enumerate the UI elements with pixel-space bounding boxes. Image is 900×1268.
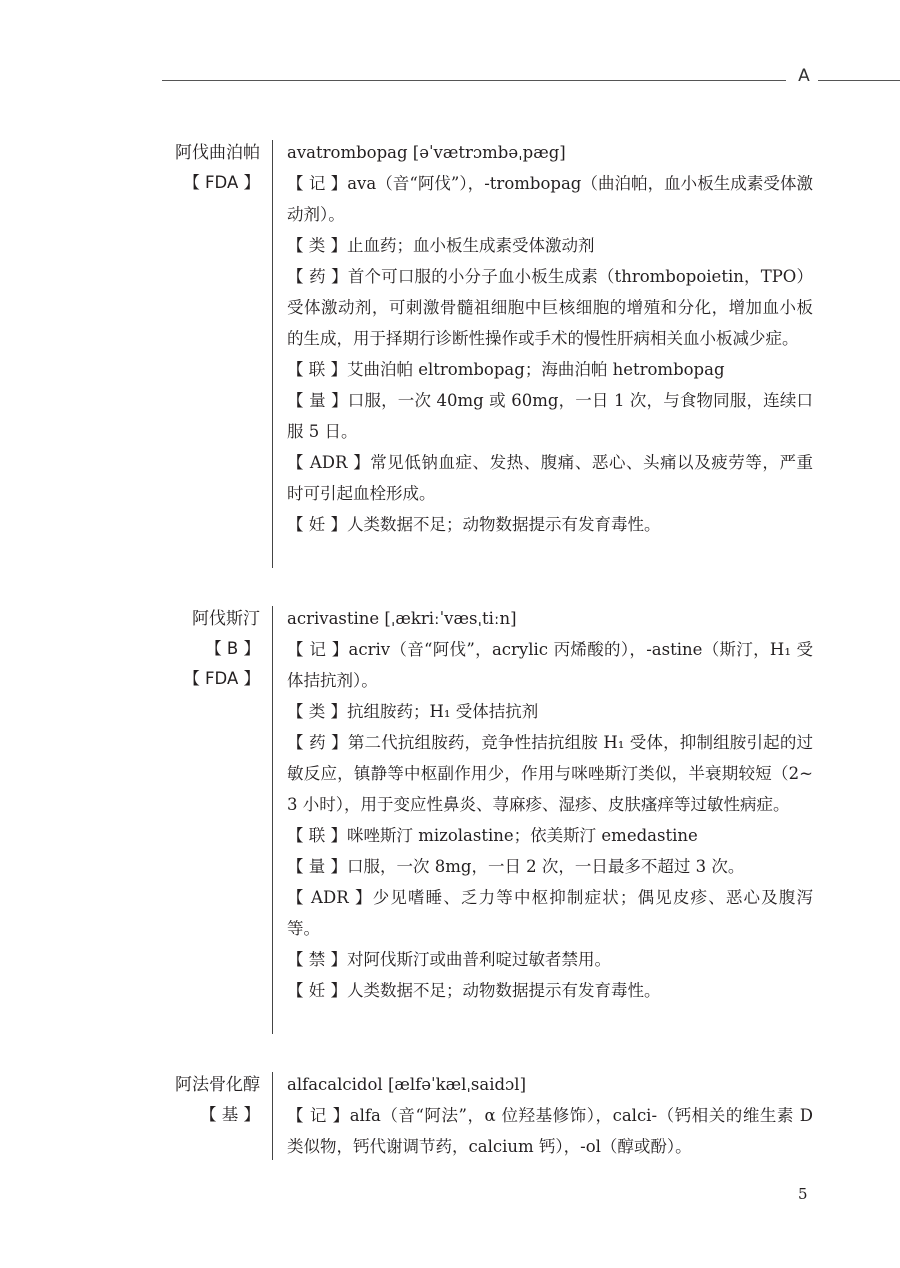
entry-body [287,1070,813,1162]
adr-line: 【 ADR 】少见嗜睡、乏力等中枢抑制症状；偶见皮疹、恶心及腹泻等。 [287,888,813,938]
entry-chinese-name: 阿伐斯汀 [192,609,260,629]
entry-headword: acrivastine [ˌækriːˈvæsˌtiːn] [287,609,517,628]
entry-body [287,604,813,1006]
category-tag: 【 FDA 】 [183,173,260,192]
section-letter: A [798,66,810,86]
class-line: 【 类 】止血药；血小板生成素受体激动剂 [287,236,595,255]
related-drugs-line: 【 联 】艾曲泊帕 eltrombopag；海曲泊帕 hetrombopag [287,360,725,379]
entry-chinese-name: 阿伐曲泊帕 [175,143,260,163]
related-drugs-line: 【 联 】咪唑斯汀 mizolastine；依美斯汀 emedastine [287,826,698,845]
pregnancy-line: 【 妊 】人类数据不足；动物数据提示有发育毒性。 [287,515,661,534]
entry-chinese-name: 阿法骨化醇 [175,1075,260,1095]
page-number: 5 [798,1185,808,1203]
entry-headword: alfacalcidol [ælfəˈkælˌsaidɔl] [287,1075,527,1094]
memo-line: 【 记 】acriv（音“阿伐”，acrylic 丙烯酸的），-astine（斯汀，H₁ 受体拮抗剂）。 [287,640,813,690]
memo-line: 【 记 】ava（音“阿伐”），-trombopag（曲泊帕，血小板生成素受体激动剂）。 [287,174,813,224]
pregnancy-line: 【 妊 】人类数据不足；动物数据提示有发育毒性。 [287,981,661,1000]
header-rule-left [162,80,786,81]
pharmacology-line: 【 药 】首个可口服的小分子血小板生成素（thrombopoietin，TPO）受体激动剂，可刺激骨髓祖细胞中巨核细胞的增殖和分化，增加血小板的生成，用于择期行诊断性操作或手术的慢性肝病相关血小板减少症。 [287,267,813,348]
dosage-line: 【 量 】口服，一次 8mg，一日 2 次，一日最多不超过 3 次。 [287,857,745,876]
class-line: 【 类 】抗组胺药；H₁ 受体拮抗剂 [287,702,539,721]
memo-line: 【 记 】alfa（音“阿法”，α 位羟基修饰），calci-（钙相关的维生素 D 类似物，钙代谢调节药，calcium 钙），-ol（醇或酚）。 [287,1106,813,1156]
entry-headword: avatrombopag [əˈvætrɔmbəˌpæg] [287,143,566,162]
entry-label-column [183,604,260,694]
pharmacology-line: 【 药 】第二代抗组胺药，竞争性拮抗组胺 H₁ 受体，抑制组胺引起的过敏反应，镇静等中枢副作用少，作用与咪唑斯汀类似，半衰期较短（2~3 小时），用于变应性鼻炎、荨麻疹、湿疹、皮肤瘙痒等过敏性病症。 [287,733,813,814]
entry-label-column [175,138,260,198]
dosage-line: 【 量 】口服，一次 40mg 或 60mg，一日 1 次，与食物同服，连续口服 5 日。 [287,391,813,441]
adr-line: 【 ADR 】常见低钠血症、发热、腹痛、恶心、头痛以及疲劳等，严重时可引起血栓形成。 [287,453,813,503]
contraindication-line: 【 禁 】对阿伐斯汀或曲普利啶过敏者禁用。 [287,950,611,969]
category-tag: 【 FDA 】 [183,669,260,688]
entry-divider [272,606,273,1034]
entry-body [287,138,813,540]
entry-divider [272,1072,273,1160]
category-tag: 【 基 】 [200,1105,260,1124]
entry-divider [272,140,273,568]
category-tag: 【 B 】 [205,639,260,658]
entry-label-column [175,1070,260,1130]
header-rule-right [818,80,900,81]
